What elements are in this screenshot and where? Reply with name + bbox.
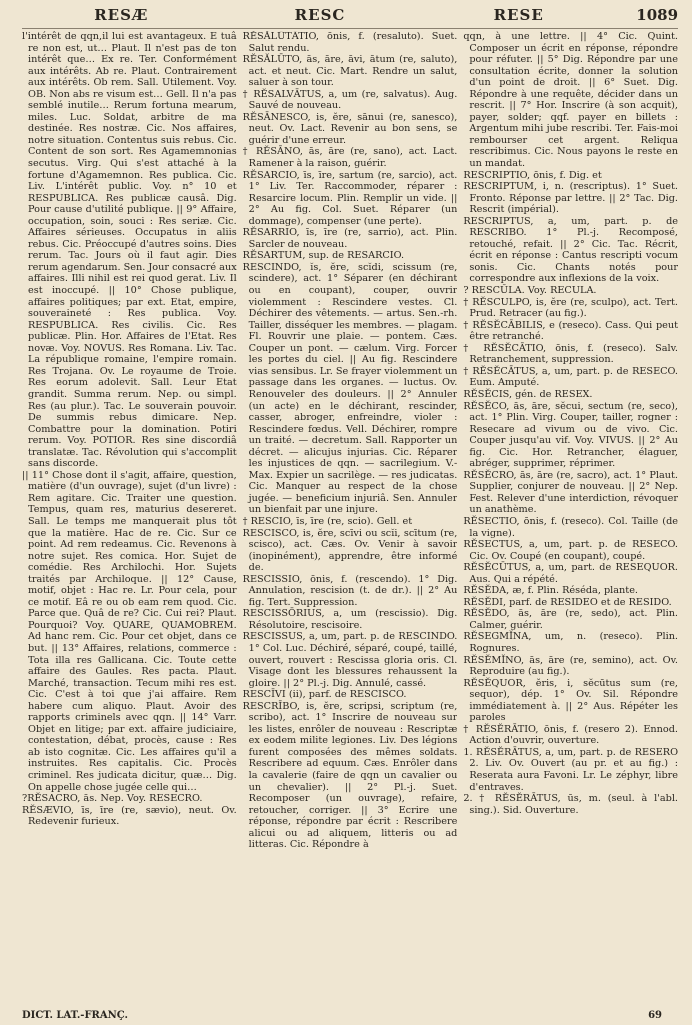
page-number: 1089 bbox=[636, 6, 679, 24]
entry: RESCRIPTUM, i, n. (rescriptus). 1° Suet. Fronto. Réponse par lettre. || 2° Tac. Dig. Rescrit (impérial). bbox=[463, 181, 678, 216]
header-left: RESÆ bbox=[94, 6, 149, 24]
entry: RĔSĔCRO, ās, āre (re, sacro), act. 1° Plaut. Supplier, conjurer de nouveau. || 2° Nep. Fest. Relever d'une interdiction, révoquer un anathème. bbox=[463, 469, 678, 516]
entry: RĔSĔMĬNO, ās, āre (re, semino), act. Ov. Reproduire (au fig.). bbox=[463, 654, 678, 678]
entry: ? RESCŬLA. Voy. RECULA. bbox=[463, 285, 597, 297]
entry: RESCĪVI (ii), parf. de RESCISCO. bbox=[242, 689, 407, 701]
entry: † RĔSCULPO, is, ĕre (re, sculpo), act. Tert. Prud. Retracer (au fig.). bbox=[463, 296, 678, 320]
entry: † RĔSĔCĀTUS, a, um, part. p. de RESECO. Eum. Amputé. bbox=[463, 365, 678, 389]
entry: RESCISSUS, a, um, part. p. de RESCINDO. 1° Col. Luc. Déchiré, séparé, coupé, taillé, ouvert, rouvert : Rescissa gloria oris. Cl. Visage dont les blessures rehaussent la gloire. || 2° Pl.-j. Dig. Annulé, cassé. bbox=[242, 631, 458, 689]
entry: † RĔSĔCĀTIO, ōnis, f. (reseco). Salv. Retranchement, suppression. bbox=[463, 342, 678, 366]
entry: † RĔSĀNO, ās, āre (re, sano), act. Lact. Ramener à la raison, guérir. bbox=[242, 146, 458, 170]
entry: RĔSĔQUOR, ĕris, i, sĕcūtus sum (re, sequor), dép. 1° Ov. Sil. Répondre immédiatement à. || 2° Aus. Répéter les paroles bbox=[463, 677, 678, 724]
entry: RĔSĂLŪTĀTIO, ōnis, f. (resaluto). Suet. Salut rendu. bbox=[242, 31, 458, 54]
entry: l'intérêt de qqn,il lui est avantageux. E tuâ re non est, ut… Plaut. Il n'est pas de ton intérêt que… Ex re. Ter. Conformément aux intérêts. Ab re. Plaut. Contrairement aux intérêts. Ob rem. Sall. Utilement. Voy. OB. Non abs re visum est… Gell. Il n'a pas semblé inutile… Rerum fortuna mearum, miles. Luc. Soldat, arbitre de ma destinée. Res nostræ. Cic. Nos affaires, notre situation. Contentus suis rebus. Cic. Content de son sort. Res Agamemnonias secutus. Virg. Qui s'est attaché à la fortune d'Agamemnon. Res publica. Cic. Liv. L'intérêt public. Voy. n° 10 et RESPUBLICA. Res publicæ causâ. Dig. Pour cause d'utilité publique. || 9° Affaire, occupation, soin, souci : Res seriæ. Cic. Affaires sérieuses. Occupatus in aliis rebus. Cic. Préoccupé d'autres soins. Dies rerum. Tac. Jours où il faut agir. Dies rerum agendarum. Sen. Jour consacré aux affaires. Illi nihil est rei quod gerat. Liv. Il est inoccupé. || 10° Chose publique, affaires politiques; par ext. Etat, empire, souveraineté : Res publica. Voy. RESPUBLICA. Res civilis. Cic. Res publicæ. Plin. Hor. Affaires de l'Etat. Res novæ. Voy. NOVUS. Res Romana. Liv. Tac. La république romaine, l'empire romain. Res Trojana. Ov. Le royaume de Troie. Res eorum adolevit. Sall. Leur Etat grandit. Summa rerum. Nep. ou simpl. Res (au plur.). Tac. Le souverain pouvoir. De summis rebus dimicare. Nep. Combattre pour la domination. Potiri rerum. Voy. POTIOR. Res sine discordiâ translatæ. Tac. Révolution qui s'accomplit sans discorde. bbox=[22, 31, 237, 470]
header-right: RESE bbox=[493, 6, 544, 24]
footer-signature: DICT. LAT.-FRANÇ. bbox=[22, 1010, 129, 1021]
entry: RĔSARRIO, īs, īre (re, sarrio), act. Plin. Sarcler de nouveau. bbox=[242, 227, 458, 250]
entry: RĔSĔCO, ās, āre, sĕcui, sectum (re, seco), act. 1° Plin. Virg. Couper, tailler, rogner : Resecare ad vivum ou de vivo. Cic. Couper jusqu'au vif. Voy. VIVUS. || 2° Au fig. Cic. Hor. Retrancher, élaguer, abréger, supprimer, réprimer. bbox=[463, 400, 678, 470]
entry: RĔSEGMĬNA, um, n. (reseco). Plin. Rognures. bbox=[463, 631, 678, 654]
text-columns bbox=[22, 31, 678, 986]
entry: † RĔSĔRĀTIO, ōnis, f. (resero 2). Ennod. Action d'ouvrir, ouverture. bbox=[463, 723, 678, 747]
column-2 bbox=[243, 31, 458, 986]
entry: RĔSĔCŪTUS, a, um, part. de RESEQUOR. Aus. Qui a répété. bbox=[463, 562, 678, 585]
entry: || 11° Chose dont il s'agit, affaire, question, matière (d'un ouvrage), sujet (d'un livre) : Rem agitare. Cic. Traiter une question. Tempus, quam res, maturius desereret. Sall. Le temps me manquerait plus tôt que la matière. Hac de re. Cic. Sur ce point. Ad rem redeamus. Cic. Revenons à notre sujet. Res comica. Hor. Sujet de comédie. Res Archilochi. Hor. Sujets traités par Archiloque. || 12° Cause, motif, objet : Hac re. Lr. Pour cela, pour ce motif. Eâ re ou ob eam rem quod. Cic. Parce que. Quâ de re? Cic. Cui rei? Plaut. Pourquoi? Voy. QUARE, QUAMOBREM. Ad hanc rem. Cic. Pour cet objet, dans ce but. || 13° Affaires, relations, commerce : Tota illa res Gallicana. Cic. Toute cette affaire des Gaules. Res pacta. Plaut. Marché, transaction. Tecum mihi res est. Cic. C'est à toi que j'ai affaire. Rem habere cum aliquo. Plaut. Avoir des rapports criminels avec qqn. || 14° Varr. Objet en litige; par ext. affaire judiciaire, contestation, débat, procès, cause : Res ab isto cognitæ. Cic. Les affaires qu'il a instruites. Res capitalis. Cic. Procès criminel. Res judicata dicitur, quæ… Dig. On appelle chose jugée celle qui… bbox=[22, 469, 237, 793]
header-center: RESC bbox=[294, 6, 346, 24]
entry: 1. RĔSĔRĀTUS, a, um, part. p. de RESERO 2. Liv. Ov. Ouvert (au pr. et au fig.) : Reserata aura Favoni. Lr. Le zéphyr, libre d'entraves. bbox=[463, 746, 678, 793]
entry: RĔSĔDO, ās, āre (re, sedo), act. Plin. Calmer, guérir. bbox=[463, 608, 678, 631]
entry: RESCRIPTIO, ōnis, f. Dig. et bbox=[463, 169, 602, 181]
entry: RĔSĀNESCO, is, ĕre, sānui (re, sanesco), neut. Ov. Lact. Revenir au bon sens, se guérir d'une erreur. bbox=[242, 111, 458, 146]
column-3 bbox=[463, 31, 678, 986]
page-footer bbox=[22, 1010, 662, 1021]
entry: † RĔSĔCĀBILIS, e (reseco). Cass. Qui peut être retranché. bbox=[463, 319, 678, 343]
entry: RĔSĂLŪTO, ās, āre, āvi, ātum (re, saluto), act. et neut. Cic. Mart. Rendre un salut, saluer à son tour. bbox=[242, 54, 458, 89]
entry: ?RĔSACRO, ās. Nep. Voy. RESECRO. bbox=[22, 793, 203, 805]
entry: RESCISCO, is, ĕre, scīvi ou scĭi, scītum (re, scisco), act. Cæs. Ov. Venir à savoir (inopinément), apprendre, être informé de. bbox=[242, 527, 458, 574]
entry: RESCRĪBO, is, ĕre, scripsi, scriptum (re, scribo), act. 1° Inscrire de nouveau sur les listes, enrôler de nouveau : Rescriptæ ex eodem milite legiones. Liv. Des légions furent composées des mêmes soldats. Rescribere ad equum. Cæs. Enrôler dans la cavalerie (faire de qqn un cavalier ou un chevalier). || 2° Pl.-j. Suet. Recomposer (un ouvrage), refaire, retoucher, corriger. || 3° Ecrire une réponse, répondre par écrit : Rescribere alicui ou ad aliquem, litteris ou ad litteras. Cic. Répondre à bbox=[242, 700, 458, 851]
entry: RESCISSIO, ōnis, f. (rescendo). 1° Dig. Annulation, rescision (t. de dr.). || 2° Au fig. Tert. Suppression. bbox=[242, 573, 458, 608]
entry: RĔSARCIO, īs, īre, sartum (re, sarcio), act. 1° Liv. Ter. Raccommoder, réparer : Resarcire locum. Plin. Remplir un vide. || 2° Au fig. Col. Suet. Réparer (un dommage), compenser (une perte). bbox=[242, 169, 458, 227]
entry: RĔSĔDI, parf. de RESIDEO et de RESIDO. bbox=[463, 596, 672, 608]
entry: † RĔSALVĀTUS, a, um (re, salvatus). Aug. Sauvé de nouveau. bbox=[242, 88, 458, 112]
entry: qqn, à une lettre. || 4° Cic. Quint. Composer un écrit en réponse, répondre pour réfuter. || 5° Dig. Répondre par une consultation écrite, donner la solution d'un point de droit. || 6° Suet. Dig. Répondre à une requête, décider dans un rescrit. || 7° Hor. Inscrire (à son acquit), payer, solder; qqf. payer en billets : Argentum mihi jube rescribi. Ter. Fais-moi rembourser cet argent. Reliqua rescribimus. Cic. Nous payons le reste en un mandat. bbox=[463, 31, 678, 170]
entry: RĔSECTIO, ōnis, f. (reseco). Col. Taille (de la vigne). bbox=[463, 515, 678, 539]
entry: RĔSĔCIS, gén. de RESEX. bbox=[463, 388, 593, 400]
footer-sheet-number: 69 bbox=[648, 1010, 662, 1021]
column-1 bbox=[22, 31, 237, 986]
entry: RESCRIPTUS, a, um, part. p. de RESCRIBO. 1° Pl.-j. Recomposé, retouché, refait. || 2° Cic. Tac. Récrit, écrit en réponse : Cantus rescripti vocum sonis. Cic. Chants notés pour correspondre aux inflexions de la voix. bbox=[463, 215, 678, 285]
entry: RESCISSŌRIUS, a, um (rescissio). Dig. Résolutoire, rescisoire. bbox=[242, 608, 458, 631]
entry: RĔSÆVIO, īs, īre (re, sævio), neut. Ov. Redevenir furieux. bbox=[22, 804, 237, 828]
entry: RĔSARTUM, sup. de RESARCIO. bbox=[242, 250, 405, 262]
entry: RESCINDO, ĭs, ĕre, scĭdi, scissum (re, scindere), act. 1° Séparer (en déchirant ou en coupant), couper, ouvrir violemment : Rescindere vestes. Cl. Déchirer des vêtements. — artus. Sen.-rh. Tailler, disséquer les membres. — plagam. Fl. Rouvrir une plaie. — pontem. Cæs. Couper un pont. — cælum. Virg. Forcer les portes du ciel. || Au fig. Rescindere vias sensibus. Lr. Se frayer violemment un passage dans les organes. — luctus. Ov. Renouveler des douleurs. || 2° Annuler (un acte) en le déchirant, rescinder, casser, abroger, enfreindre, violer : Rescindere fœdus. Vell. Déchirer, rompre un traité. — decretum. Sall. Rapporter un décret. — alicujus injurias. Cic. Réparer les injustices de qqn. — sacrilegium. V.-Max. Expier un sacrilège. — res judicatas. Cic. Manquer au respect de la chose jugée. — beneficium injuriâ. Sen. Annuler un bienfait par une injure. bbox=[242, 261, 458, 516]
entry: RĔSĔDA, æ, f. Plin. Réséda, plante. bbox=[463, 585, 639, 597]
entry: RĔSECTUS, a, um, part. p. de RESECO. Cic. Ov. Coupé (en coupant), coupé. bbox=[463, 539, 678, 562]
entry: † RESCIO, īs, īre (re, scio). Gell. et bbox=[242, 515, 413, 527]
entry: 2. † RĔSĔRĀTUS, ūs, m. (seul. à l'abl. sing.). Sid. Ouverture. bbox=[463, 793, 678, 816]
running-header bbox=[22, 6, 678, 29]
